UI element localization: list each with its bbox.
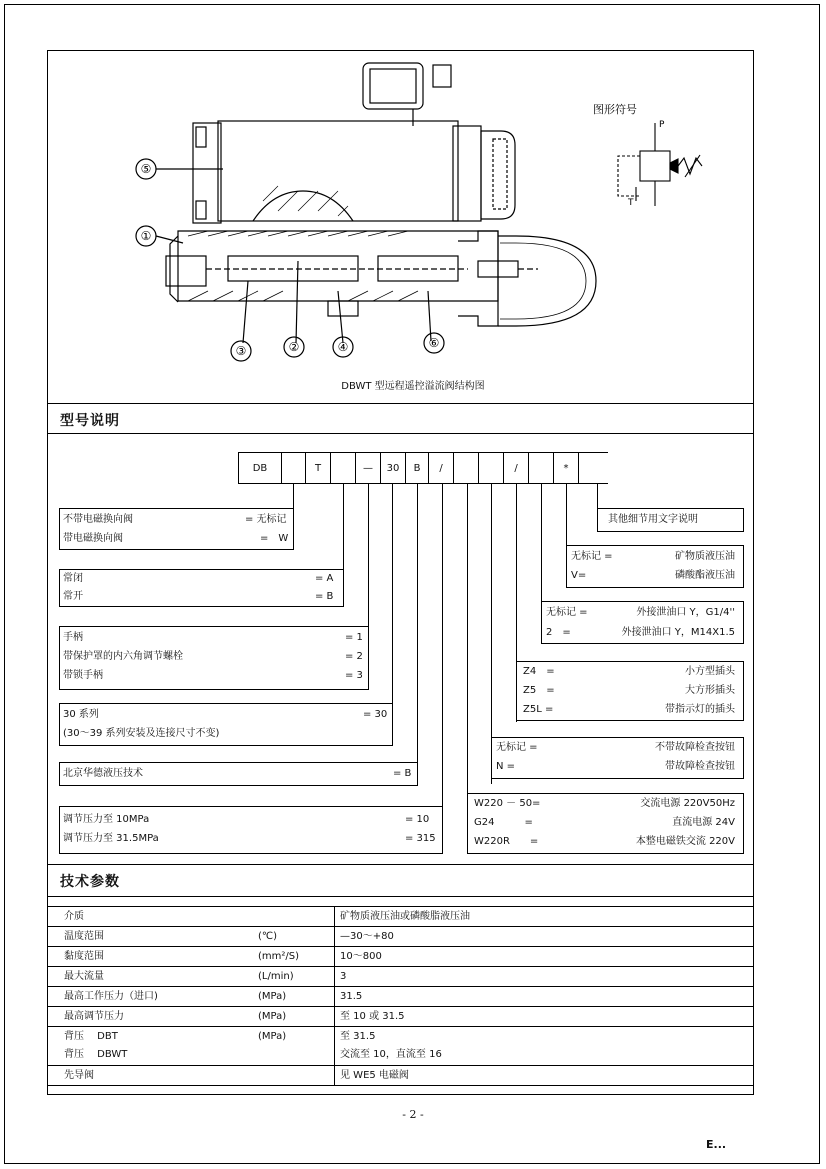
page-number: - 2 -: [402, 1108, 424, 1121]
tech-row: 最大流量 (L/min) 3: [48, 967, 753, 987]
group-series: 30 系列 = 30 (30～39 系列安装及连接尺寸不变): [59, 703, 393, 746]
code-cell-series: 30: [380, 452, 406, 484]
code-cell-solenoid: [281, 452, 306, 484]
code-cell-dash: —: [355, 452, 381, 484]
code-cell-power: [453, 452, 479, 484]
symbol-port-p: P: [659, 120, 665, 130]
code-cell-t: T: [305, 452, 331, 484]
group-solenoid: 不带电磁换向阀 = 无标记 带电磁换向阀 = W: [59, 508, 294, 550]
tech-row: 最高工作压力（进口) (MPa) 31.5: [48, 987, 753, 1007]
callout-5: ⑤: [140, 162, 152, 176]
group-adjust: 手柄 = 1 带保护罩的内六角调节螺栓 = 2 带锁手柄 = 3: [59, 626, 369, 690]
group-fault: 无标记 = 不带故障检查按钮 N = 带故障检查按钮: [491, 737, 744, 779]
code-cell-slash-1: /: [428, 452, 454, 484]
tech-row: 先导阀 见 WE5 电磁阀: [48, 1066, 753, 1086]
group-brand: 北京华德液压技术 = B: [59, 762, 418, 786]
group-drain: 无标记 = 外接泄油口 Y，G1/4'' 2 = 外接泄油口 Y，M14X1.5: [541, 601, 744, 644]
tech-row-backpressure: 背压 DBT (MPa) 至 31.5 背压 DBWT 交流至 10，直流至 16: [48, 1027, 753, 1066]
callout-4: ④: [337, 340, 349, 354]
tech-row: 介质 矿物质液压油或磷酸脂液压油: [48, 907, 753, 927]
code-cell-star: [578, 452, 608, 484]
valve-structure-drawing: [48, 51, 753, 403]
symbol-port-t: T: [628, 198, 634, 208]
group-type: 常闭 = A 常开 = B: [59, 569, 344, 607]
figure-caption: DBWT 型远程遥控溢流阀结构图: [341, 381, 485, 392]
group-power: W220 － 50= 交流电源 220V50Hz G24 = 直流电源 24V W220R = 本整电磁铁交流 220V: [467, 793, 744, 854]
callout-3: ③: [235, 344, 247, 358]
corner-mark: E...: [706, 1138, 727, 1151]
code-cell-plug: [528, 452, 554, 484]
code-cell-b: B: [405, 452, 429, 484]
group-fluid: 无标记 = 矿物质液压油 V= 磷酸酯液压油: [566, 545, 744, 588]
symbol-title: 图形符号: [593, 103, 637, 116]
tech-row: 黏度范围 (mm²/S) 10～800: [48, 947, 753, 967]
code-cell-type: [330, 452, 356, 484]
callout-1: ①: [140, 229, 152, 243]
code-cell-fault: [478, 452, 504, 484]
group-pressure: 调节压力至 10MPa = 10 调节压力至 31.5MPa = 315: [59, 806, 443, 854]
code-cell-slash-2: /: [503, 452, 529, 484]
callout-2: ②: [288, 340, 300, 354]
model-section-title: 型号说明: [60, 413, 120, 429]
tech-section-title: 技术参数: [60, 874, 120, 890]
group-plug: Z4 = 小方型插头 Z5 = 大方形插头 Z5L = 带指示灯的插头: [516, 661, 744, 721]
tech-row: 最高调节压力 (MPa) 至 10 或 31.5: [48, 1007, 753, 1027]
callout-6: ⑥: [428, 336, 440, 350]
code-cell-drain: *: [553, 452, 579, 484]
code-cell-db: DB: [238, 452, 282, 484]
group-other: 其他细节用文字说明: [597, 508, 744, 532]
tech-row: 温度范围 (℃) —30～+80: [48, 927, 753, 947]
